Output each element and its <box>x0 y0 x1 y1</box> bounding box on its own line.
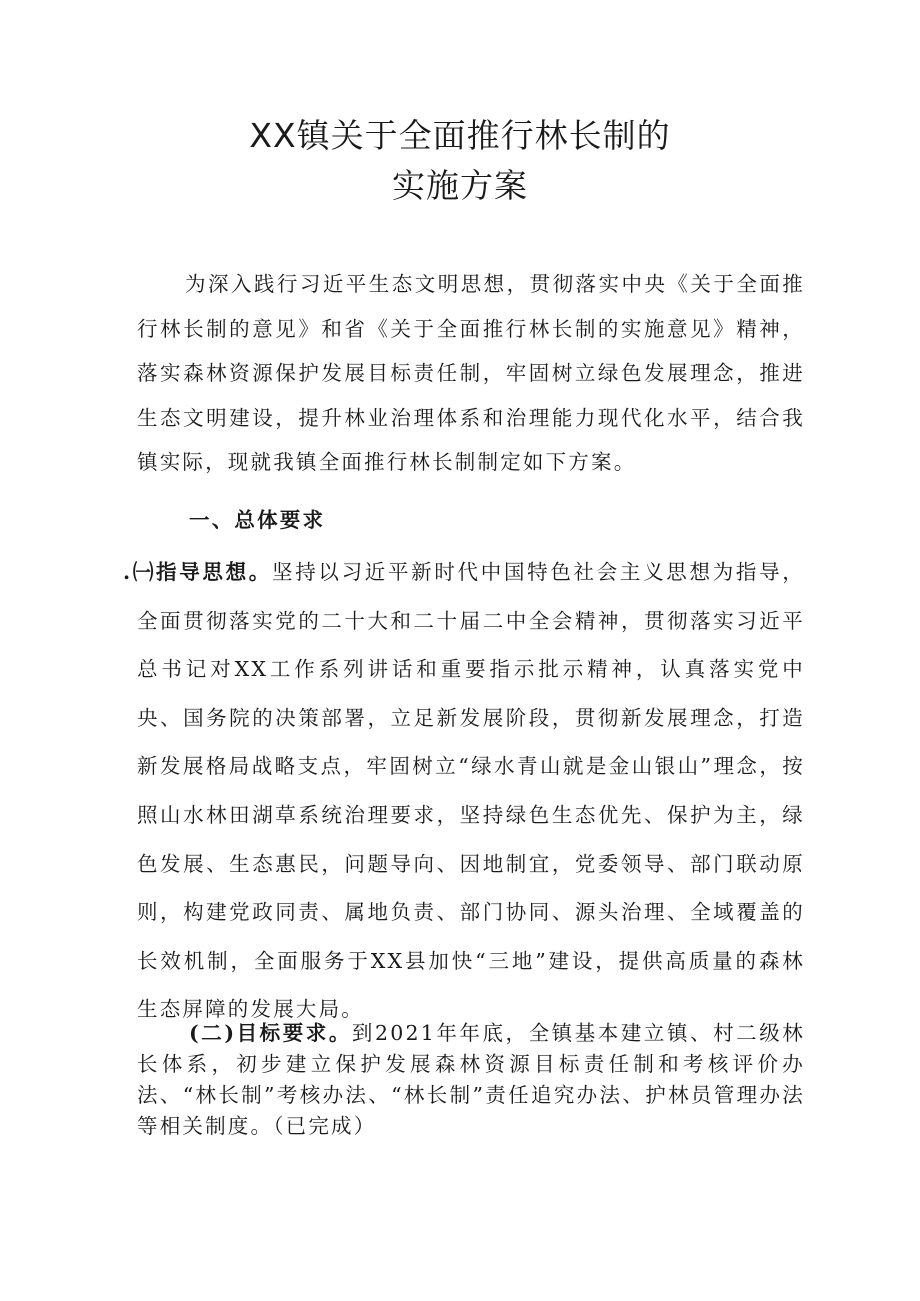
intro-paragraph: 为深入践行习近平生态文明思想，贯彻落实中央《关于全面推行林长制的意见》和省《关于全面推行林长制的实施意见》精神，落实森林资源保护发展目标责任制，牢固树立绿色发展理念，推进生态文明建设，提升林业治理体系和治理能力现代化水平，结合我镇实际，现就我镇全面推行林长制制定如下方案。 <box>137 272 805 474</box>
section-heading-general-requirements: 一、总体要求 <box>189 508 326 532</box>
guiding-ideology-lead: .㈠指导思想。 <box>123 560 272 584</box>
document-title-line-2: 实施方案 <box>392 166 528 205</box>
guiding-ideology-text: 坚持以习近平新时代中国特色社会主义思想为指导，全面贯彻落实党的二十大和二十届二中全会精神，贯彻落实习近平总书记对XX工作系列讲话和重要指示批示精神，认真落实党中央、国务院的决策部署，立足新发展阶段，贯彻新发展理念，打造新发展格局战略支点，牢固树立“绿水青山就是金山银山”理念，按照山水林田湖草系统治理要求，坚持绿色生态优先、保护为主，绿色发展、生态惠民，问题导向、因地制宜，党委领导、部门联动原则，构建党政同责、属地负责、部门协同、源头治理、全域覆盖的长效机制，全面服务于XX县加快“三地”建设，提供高质量的森林生态屏障的发展大局。 <box>137 560 805 1022</box>
target-requirements-text: 到2021年年底，全镇基本建立镇、村二级林长体系，初步建立保护发展森林资源目标责任制和考核评价办法、“林长制”考核办法、“林长制”责任追究办法、护林员管理办法等相关制度。（已完成） <box>137 1021 805 1138</box>
guiding-ideology-paragraph <box>123 548 805 1034</box>
target-requirements-paragraph <box>137 1018 805 1142</box>
target-requirements-lead: (二)目标要求。 <box>189 1021 352 1045</box>
document-title-line-1: XX镇关于全面推行林长制的 <box>249 116 671 155</box>
